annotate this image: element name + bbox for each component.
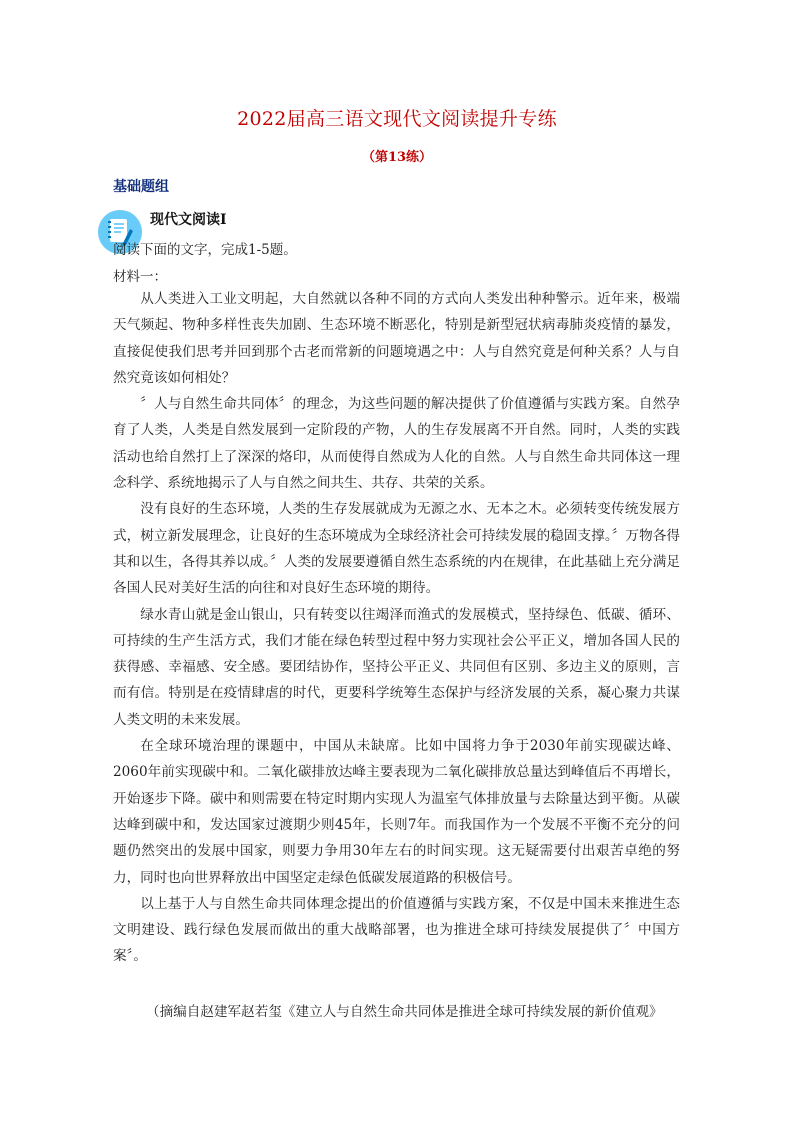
paragraph: 从人类进入工业文明起，大自然就以各种不同的方式向人类发出种种警示。近年来，极端天气频起、物种多样性丧失加剧、生态环境不断恶化，特别是新型冠状病毒肺炎疫情的暴发，直接促使我们思考并回到那个古老而常新的问题境遇之中：人与自然究竟是何种关系？人与自然究竟该如何相处？ [113,291,680,386]
reading-instruction: 阅读下面的文字，完成1-5题。 [113,242,297,258]
page-subtitle: （第13练） [361,150,433,165]
material-label: 材料一： [113,269,167,285]
source-citation: （摘编自赵建军赵若玺《建立人与自然生命共同体是推进全球可持续发展的新价值观》 [146,1004,663,1020]
paragraph: 以上基于人与自然生命共同体理念提出的价值遵循与实践方案，不仅是中国未来推进生态文明建设、践行绿色发展而做出的重大战略部署，也为推进全球可持续发展提供了〞中国方案〞。 [113,895,680,965]
page-title: 2022届高三语文现代文阅读提升专练 [237,108,557,130]
paragraph: 没有良好的生态环境，人类的生存发展就成为无源之水、无本之木。必须转变传统发展方式，树立新发展理念，让良好的生态环境成为全球经济社会可持续发展的稳固支撑。〞万物各得其和以生，各得其养以成。〞人类的发展要遵循自然生态系统的内在规律，在此基础上充分满足各国人民对美好生活的向往和对良好生态环境的期待。 [113,501,680,597]
reading-heading: 现代文阅读Ⅰ [150,212,227,228]
paragraph: 在全球环境治理的课题中，中国从未缺席。比如中国将力争于2030年前实现碳达峰、2060年前实现碳中和。二氧化碳排放达峰主要表现为二氧化碳排放总量达到峰值后不再增长，开始逐步下降。碳中和则需要在特定时期内实现人为温室气体排放量与去除量达到平衡。从碳达峰到碳中和，发达国家过渡期少则45年，长则7年。而我国作为一个发展不平衡不充分的问题仍然突出的发展中国家，则要力争用30年左右的时间实现。这无疑需要付出艰苦卓绝的努力，同时也向世界释放出中国坚定走绿色低碳发展道路的积极信号。 [113,738,680,886]
paragraph: 绿水青山就是金山银山，只有转变以往竭泽而渔式的发展模式，坚持绿色、低碳、循环、可持续的生产生活方式，我们才能在绿色转型过程中努力实现社会公平正义，增加各国人民的获得感、幸福感、安全感。要团结协作，坚持公平正义、共同但有区别、多边主义的原则，言而有信。特别是在疫情肆虐的时代，更要科学统筹生态保护与经济发展的关系，凝心聚力共谋人类文明的未来发展。 [113,606,680,728]
section-label: 基础题组 [113,179,169,195]
paragraph: 〞人与自然生命共同体〞的理念，为这些问题的解决提供了价值遵循与实践方案。自然孕育了人类，人类是自然发展到一定阶段的产物，人的生存发展离不开自然。同时，人类的实践活动也给自然打上了深深的烙印，从而使得自然成为人化的自然。人与自然生命共同体这一理念科学、系统地揭示了人与自然之间共生、共存、共荣的关系。 [113,396,680,492]
reading-body [113,286,680,970]
